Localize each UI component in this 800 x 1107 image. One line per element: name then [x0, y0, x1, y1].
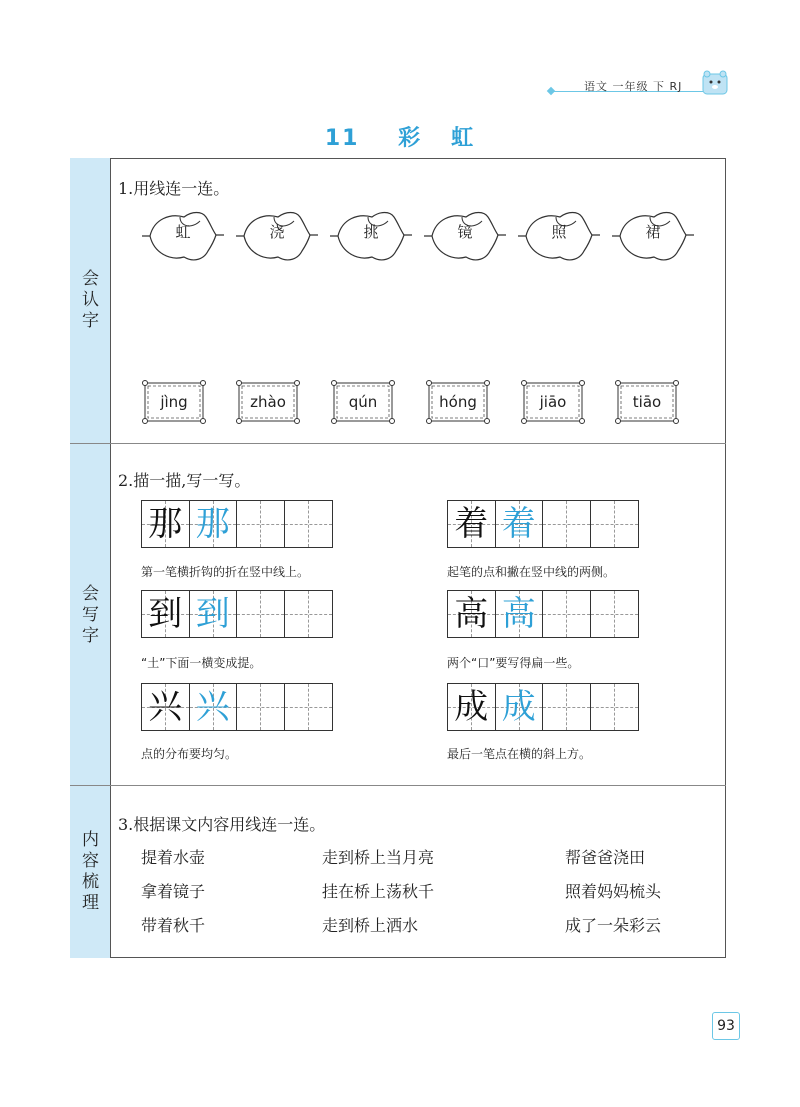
phrase-col1-item: 带着秋千: [141, 916, 206, 935]
grid-cell[interactable]: [190, 684, 238, 730]
phrase-col2-item: 走到桥上洒水: [322, 916, 419, 935]
grid-cell[interactable]: [285, 501, 333, 547]
leaf-card[interactable]: [234, 207, 320, 265]
q3-title: 3.根据课文内容用线连一连。: [118, 815, 326, 834]
leaf-char: 虹: [175, 223, 191, 241]
phrase-col1-item: 拿着镜子: [141, 882, 206, 901]
tian-grid[interactable]: [141, 590, 333, 638]
tian-grid[interactable]: [141, 683, 333, 731]
phrase-col3-item: 成了一朵彩云: [565, 916, 662, 935]
pinyin-card[interactable]: [331, 380, 395, 424]
page-number: 93: [712, 1012, 740, 1040]
grid-cell[interactable]: [543, 684, 591, 730]
leaf-char: 浇: [269, 223, 285, 241]
pinyin-card[interactable]: [521, 380, 585, 424]
sidebar-label-recognize: 会 认 字: [82, 269, 99, 331]
leaf-card[interactable]: [516, 207, 602, 265]
model-char: 着: [454, 504, 489, 544]
tian-grid[interactable]: [447, 683, 639, 731]
section-divider: [70, 785, 726, 786]
sidebar-label-summary: 内 容 梳 理: [82, 830, 99, 913]
trace-char: 兴: [195, 687, 230, 727]
pinyin-text: tiāo: [632, 393, 662, 411]
grid-cell[interactable]: [448, 591, 496, 637]
sidebar-write: [70, 444, 111, 786]
grid-cell[interactable]: [543, 501, 591, 547]
writing-tip: “土”下面一横变成提。: [141, 656, 262, 670]
pinyin-card[interactable]: [615, 380, 679, 424]
trace-char: 高: [501, 594, 536, 634]
lesson-title-char-1: 彩: [398, 126, 423, 151]
phrase-col2-item: 走到桥上当月亮: [322, 848, 435, 867]
pinyin-card[interactable]: [236, 380, 300, 424]
writing-tip: 点的分布要均匀。: [141, 747, 238, 761]
leaf-card[interactable]: [140, 207, 226, 265]
leaf-char: 裙: [645, 223, 661, 241]
grid-cell[interactable]: [448, 684, 496, 730]
trace-char: 成: [501, 687, 536, 727]
tian-grid[interactable]: [447, 500, 639, 548]
leaf-card[interactable]: [328, 207, 414, 265]
grid-cell[interactable]: [142, 684, 190, 730]
writing-tip: 最后一笔点在横的斜上方。: [447, 747, 592, 761]
model-char: 兴: [148, 687, 183, 727]
trace-char: 到: [195, 594, 230, 634]
phrase-col2-item: 挂在桥上荡秋千: [322, 882, 435, 901]
leaf-char: 照: [551, 223, 567, 241]
grid-cell[interactable]: [543, 591, 591, 637]
phrase-col3-item: 帮爸爸浇田: [565, 848, 646, 867]
writing-tip: 起笔的点和撇在竖中线的两侧。: [447, 565, 616, 579]
grid-cell[interactable]: [237, 501, 285, 547]
grid-cell[interactable]: [190, 501, 238, 547]
section-divider: [70, 443, 726, 444]
leaf-char: 镜: [457, 223, 473, 241]
phrase-col3-item: 照着妈妈梳头: [565, 882, 662, 901]
lesson-title-char-2: 虹: [451, 126, 476, 151]
sidebar-label-write: 会 写 字: [82, 584, 99, 646]
pinyin-text: jìng: [160, 393, 188, 411]
grid-cell[interactable]: [591, 684, 639, 730]
model-char: 那: [148, 504, 183, 544]
grid-cell[interactable]: [591, 591, 639, 637]
sidebar-recognize: [70, 158, 111, 444]
writing-tip: 第一笔横折钩的折在竖中线上。: [141, 565, 310, 579]
grid-cell[interactable]: [237, 591, 285, 637]
leaf-char: 挑: [363, 223, 379, 241]
grid-cell[interactable]: [285, 591, 333, 637]
pinyin-text: hóng: [439, 393, 477, 411]
grid-cell[interactable]: [285, 684, 333, 730]
pinyin-card[interactable]: [426, 380, 490, 424]
tian-grid[interactable]: [447, 590, 639, 638]
grid-cell[interactable]: [591, 501, 639, 547]
grid-cell[interactable]: [142, 591, 190, 637]
pinyin-text: zhào: [250, 393, 286, 411]
grid-cell[interactable]: [496, 591, 544, 637]
pinyin-text: qún: [348, 393, 378, 411]
q1-title: 1.用线连一连。: [118, 179, 230, 198]
grid-cell[interactable]: [190, 591, 238, 637]
pinyin-card[interactable]: [142, 380, 206, 424]
leaf-card[interactable]: [422, 207, 508, 265]
model-char: 到: [148, 594, 183, 634]
q2-title: 2.描一描,写一写。: [118, 471, 251, 490]
book-info: 语文 一年级 下 RJ: [584, 80, 683, 93]
exercise-frame: [70, 158, 726, 958]
lesson-title: [0, 121, 800, 152]
model-char: 成: [454, 687, 489, 727]
grid-cell[interactable]: [496, 684, 544, 730]
model-char: 高: [454, 594, 489, 634]
grid-cell[interactable]: [496, 501, 544, 547]
grid-cell[interactable]: [142, 501, 190, 547]
grid-cell[interactable]: [237, 684, 285, 730]
pinyin-text: jiāo: [539, 393, 567, 411]
bear-mascot-icon: [700, 68, 730, 98]
trace-char: 着: [501, 504, 536, 544]
trace-char: 那: [195, 504, 230, 544]
sidebar-summary: [70, 786, 111, 958]
lesson-number: 11: [324, 126, 360, 151]
phrase-col1-item: 提着水壶: [141, 848, 206, 867]
writing-tip: 两个“口”要写得扁一些。: [447, 656, 580, 670]
tian-grid[interactable]: [141, 500, 333, 548]
leaf-card[interactable]: [610, 207, 696, 265]
grid-cell[interactable]: [448, 501, 496, 547]
